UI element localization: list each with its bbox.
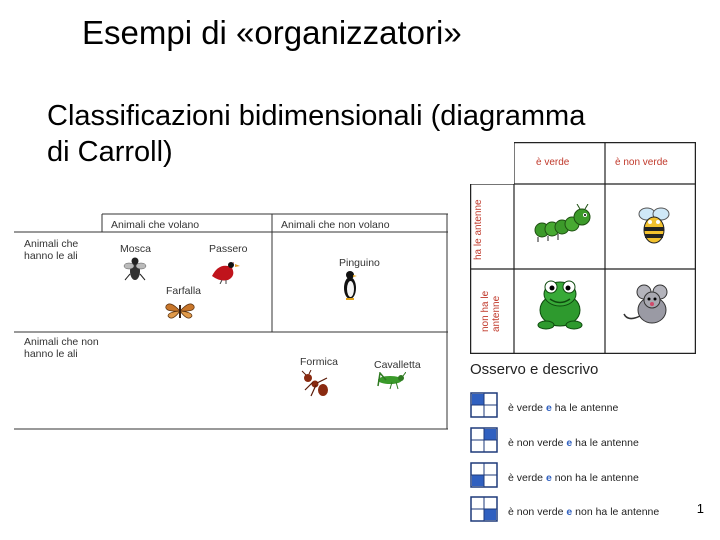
col-header-fly: Animali che volano: [111, 219, 200, 231]
grid-col-header-green: è verde: [536, 157, 570, 168]
grasshopper-icon: [374, 372, 406, 390]
grid-cell-top-left-icon: [470, 392, 498, 418]
label-cavalletta: Cavalletta: [374, 359, 421, 371]
legend-connector: e: [545, 402, 552, 414]
grid-cell-bottom-right-icon: [470, 496, 498, 522]
legend-heading: Osservo e descrivo: [470, 361, 599, 378]
legend-item-b: non ha le antenne: [575, 506, 660, 518]
subtitle-line-1: Classificazioni bidimensionali (diagramma: [47, 100, 586, 132]
label-passero: Passero: [209, 243, 248, 255]
legend-connector: e: [545, 472, 552, 484]
mouse-icon: [622, 282, 678, 330]
grid-row-header-antennae: ha le antenne: [473, 199, 484, 260]
slide-title: Esempi di «organizzatori»: [82, 14, 462, 51]
legend-item-a: è non verde: [508, 437, 564, 449]
ant-icon: [301, 370, 331, 398]
legend-item-a: è verde: [508, 402, 544, 414]
label-mosca: Mosca: [120, 243, 151, 255]
fly-icon: [122, 256, 148, 284]
legend-item-b: non ha le antenne: [554, 472, 639, 484]
label-formica: Formica: [300, 356, 338, 368]
grid-cell-bottom-left-icon: [470, 462, 498, 488]
page-number: 1: [696, 501, 704, 516]
subtitle-line-2: di Carroll): [47, 136, 173, 168]
label-pinguino: Pinguino: [339, 257, 380, 269]
frog-icon: [536, 278, 584, 330]
legend-connector: e: [566, 437, 573, 449]
butterfly-icon: [164, 300, 196, 322]
legend-item-b: ha le antenne: [554, 402, 619, 414]
grid-col-header-not-green: è non verde: [615, 157, 668, 168]
row-header-no-wings: Animali che non hanno le ali: [24, 336, 99, 360]
row-header-wings: Animali che hanno le ali: [24, 238, 79, 262]
cardinal-bird-icon: [208, 254, 242, 284]
grid-cell-top-right-icon: [470, 427, 498, 453]
carroll-grid-right: [470, 142, 696, 354]
penguin-icon: [342, 270, 358, 300]
label-farfalla: Farfalla: [166, 285, 202, 297]
grid-row-header-no-antennae: non ha le antenne: [480, 290, 502, 332]
legend-item-b: ha le antenne: [575, 437, 639, 449]
carroll-table-left: [14, 212, 450, 432]
col-header-no-fly: Animali che non volano: [281, 219, 390, 231]
legend-item-a: è non verde: [508, 506, 564, 518]
legend-connector: e: [566, 506, 573, 518]
caterpillar-icon: [532, 204, 592, 244]
bee-icon: [636, 202, 672, 246]
legend-item-a: è verde: [508, 472, 544, 484]
